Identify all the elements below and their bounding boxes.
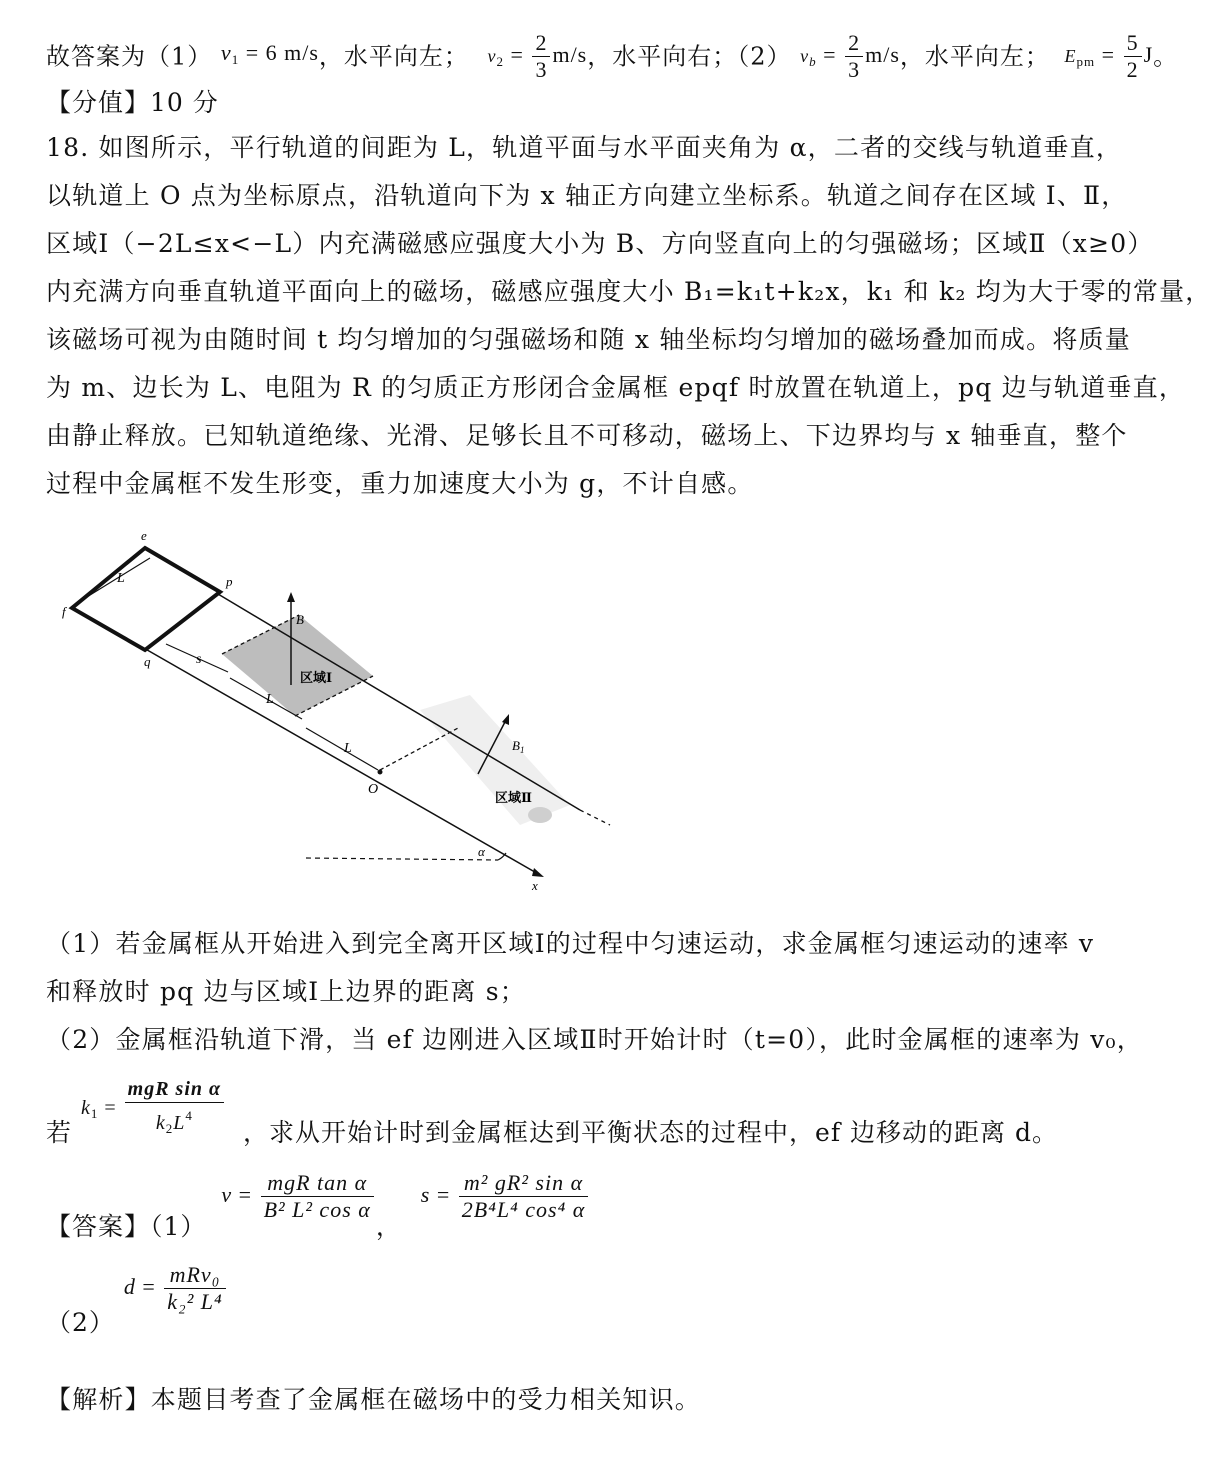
answer-s-fraction xyxy=(459,1170,589,1223)
label-x: x xyxy=(532,878,538,893)
origin-point xyxy=(378,770,383,775)
question-line-7: 由静止释放。已知轨道绝缘、光滑、足够长且不可移动，磁场上、下边界均与 x 轴垂直，整个 xyxy=(46,421,1128,450)
vb-expression: $v_b$ = $\frac{2}{3}$ m/s xyxy=(800,30,900,82)
score-label: 【分值】10 分 xyxy=(46,88,219,117)
answer-part-2 xyxy=(46,1262,228,1340)
v1-expression xyxy=(221,40,319,65)
v1-symbol: v xyxy=(220,40,232,65)
answer-summary-line xyxy=(46,30,1178,83)
question-line-1: 18. 如图所示，平行轨道的间距为 L，轨道平面与水平面夹角为 α，二者的交线与轨道垂直， xyxy=(46,133,1123,162)
k1-den-k: k xyxy=(155,1112,166,1134)
answer-d-numerator: mRv₀ xyxy=(164,1262,225,1289)
label-B1-subscript: 1 xyxy=(519,745,525,755)
label-q: q xyxy=(144,654,151,669)
direction-3: ，水平向左； xyxy=(899,42,1050,71)
x-axis-arrowhead xyxy=(532,868,544,877)
k1-den-sub: 2 xyxy=(165,1121,174,1136)
epm-numerator: 5 xyxy=(1124,30,1142,57)
answer-d: d = $\frac{\text{mRv₀}}{\text{k₂² L⁴}}$ xyxy=(124,1274,228,1299)
rail-extension xyxy=(580,810,610,825)
question-paragraph xyxy=(46,124,1212,508)
label-alpha: α xyxy=(478,844,485,859)
analysis-line: 【解析】本题目考查了金属框在磁场中的受力相关知识。 xyxy=(46,1385,702,1414)
label-L-frame: L xyxy=(117,571,125,586)
part-2-condition xyxy=(46,1076,1058,1150)
part-2-line-1: （2）金属框沿轨道下滑，当 ef 边刚进入区域Ⅱ时开始计时（t=0），此时金属框的速率为 v₀， xyxy=(46,1025,1143,1054)
answer-comma: ， xyxy=(375,1212,402,1241)
v1-subscript: 1 xyxy=(231,52,240,67)
label-B1 xyxy=(512,738,524,755)
v2-subscript: 2 xyxy=(496,53,505,69)
vb-denominator: 3 xyxy=(848,57,861,82)
k1-expression: k1 = mgR sin α k2L4 xyxy=(81,1097,226,1119)
question-line-8: 过程中金属框不发生形变，重力加速度大小为 g，不计自感。 xyxy=(46,469,754,498)
epm-unit: J xyxy=(1143,41,1154,67)
answer-d-symbol: d xyxy=(123,1273,136,1299)
v2-expression: $v_2$ = $\frac{2}{3}$ m/s xyxy=(487,30,588,82)
k1-denominator xyxy=(125,1103,224,1142)
question-line-5: 该磁场可视为由随时间 t 均匀增加的匀强磁场和随 x 轴坐标均匀增加的磁场叠加而成。将质量 xyxy=(46,325,1131,354)
metal-frame xyxy=(72,548,220,650)
part-1-line-2: 和释放时 pq 边与区域Ⅰ上边界的距离 s； xyxy=(46,977,526,1006)
k1-fraction xyxy=(125,1076,224,1142)
gap-length-arrow xyxy=(306,728,378,770)
k1-subscript: 1 xyxy=(90,1105,99,1121)
region-2-spot xyxy=(528,807,552,823)
v2-denominator: 3 xyxy=(535,57,548,82)
region-2-upper-boundary xyxy=(380,727,460,770)
label-f: f xyxy=(62,604,66,619)
label-s: s xyxy=(196,652,202,667)
k1-den-L: L xyxy=(173,1112,186,1134)
answer-label-2: （2） xyxy=(46,1308,115,1337)
label-e: e xyxy=(141,528,147,543)
vb-unit: m/s xyxy=(865,41,900,67)
answer-line xyxy=(46,1170,590,1244)
vb-subscript: b xyxy=(809,53,817,69)
question-line-4: 内充满方向垂直轨道平面向上的磁场，磁感应强度大小 B₁=k₁t+k₂x，k₁ 和 k₂ 均为大于零的常量， xyxy=(46,277,1212,306)
v2-fraction xyxy=(532,30,550,83)
label-p: p xyxy=(226,574,233,589)
label-B1-symbol: B xyxy=(512,738,520,753)
if-word: 若 xyxy=(46,1118,73,1147)
field-B-arrowhead xyxy=(287,592,295,602)
answer-v-fraction xyxy=(261,1170,374,1223)
vb-symbol: v xyxy=(800,45,810,66)
vb-numerator: 2 xyxy=(845,30,863,57)
answer-s-symbol: s xyxy=(420,1181,431,1207)
v2-unit: m/s xyxy=(552,41,588,67)
answer-v-symbol: v xyxy=(221,1181,233,1207)
vb-fraction xyxy=(845,30,863,83)
answer-s: s = $\frac{\text{m² gR² sin α}}{\text{2B⁴L⁴ cos⁴ α}}$ xyxy=(421,1182,590,1207)
answer-d-fraction xyxy=(164,1262,225,1315)
part-2-tail: ，求从开始计时到金属框达到平衡状态的过程中，ef 边移动的距离 d。 xyxy=(243,1118,1058,1147)
answer-label: 【答案】（1） xyxy=(46,1212,207,1241)
label-region-1: 区域Ⅰ xyxy=(300,670,333,685)
v2-numerator: 2 xyxy=(532,30,550,57)
answer-s-numerator: m² gR² sin α xyxy=(459,1170,589,1197)
label-L-gap: L xyxy=(344,741,352,756)
label-L-region1: L xyxy=(266,692,274,707)
k1-den-sup: 4 xyxy=(185,1108,193,1123)
label-region-2: 区域Ⅱ xyxy=(495,790,532,805)
k1-symbol: k xyxy=(80,1096,91,1119)
answer-d-denominator: k₂² L⁴ xyxy=(167,1289,223,1314)
v1-value: = 6 m/s xyxy=(239,40,319,65)
epm-subscript: pm xyxy=(1076,53,1096,69)
region-1-shading xyxy=(222,615,373,716)
question-line-3: 区域Ⅰ（−2L≤x<−L）内充满磁感应强度大小为 B、方向竖直向上的匀强磁场；区域Ⅱ（x≥0） xyxy=(46,229,1154,258)
summary-end: 。 xyxy=(1153,42,1179,71)
label-O: O xyxy=(368,782,379,797)
v2-symbol: v xyxy=(487,45,497,66)
field-B1-arrowhead xyxy=(502,714,509,725)
epm-denominator: 2 xyxy=(1126,57,1139,82)
answer-v-numerator: mgR tan α xyxy=(261,1170,374,1197)
answer-v: v = $\frac{\text{mgR tan α}}{\text{B² L² cos α}}$ xyxy=(221,1182,375,1207)
direction-2: ，水平向右；（2） xyxy=(587,42,792,71)
k1-numerator: mgR sin α xyxy=(125,1076,224,1103)
rail-diagram xyxy=(0,520,640,900)
question-line-6: 为 m、边长为 L、电阻为 R 的匀质正方形闭合金属框 epqf 时放置在轨道上，pq 边与轨道垂直， xyxy=(46,373,1186,402)
part-1 xyxy=(46,920,1094,1016)
frame-length-arrow xyxy=(82,558,150,600)
answer-v-denominator: B² L² cos α xyxy=(263,1197,371,1222)
epm-fraction xyxy=(1124,30,1142,83)
epm-expression: $E_{pm}$ = $\frac{5}{2}$ J xyxy=(1064,30,1154,82)
label-B: B xyxy=(296,612,304,627)
question-line-2: 以轨道上 O 点为坐标原点，沿轨道向下为 x 轴正方向建立坐标系。轨道之间存在区域 Ⅰ、Ⅱ， xyxy=(46,181,1128,210)
part-1-line-1: （1）若金属框从开始进入到完全离开区域Ⅰ的过程中匀速运动，求金属框匀速运动的速率 v xyxy=(46,929,1095,958)
horizontal-reference xyxy=(306,858,498,860)
epm-symbol: E xyxy=(1064,45,1077,66)
answer-s-denominator: 2B⁴L⁴ cos⁴ α xyxy=(461,1197,586,1222)
summary-prefix: 故答案为（1） xyxy=(46,42,213,71)
direction-1: ，水平向左； xyxy=(318,42,469,71)
